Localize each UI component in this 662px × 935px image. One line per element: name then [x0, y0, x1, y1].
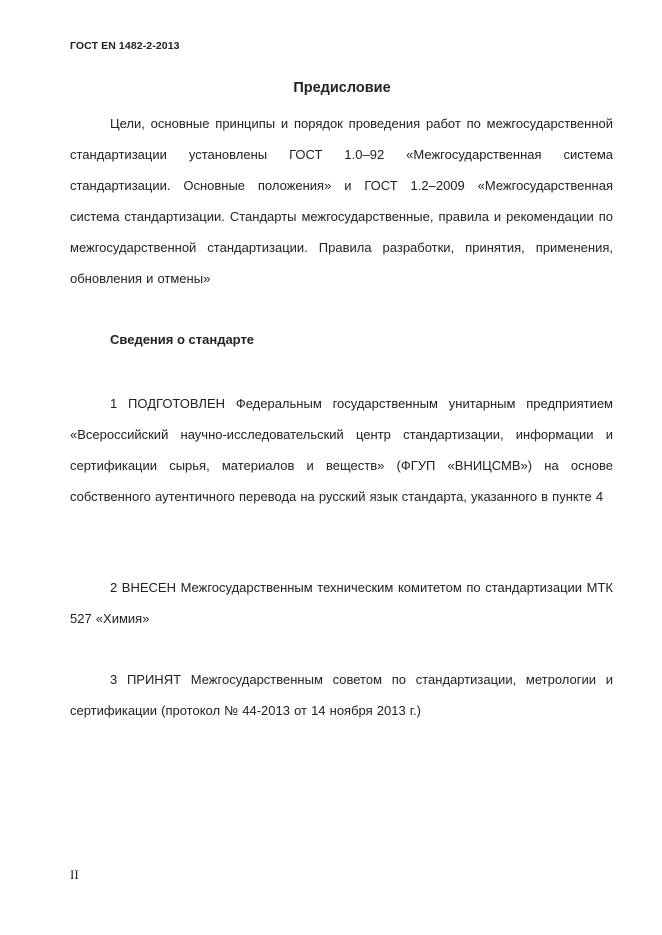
info-item-adopted: 3 ПРИНЯТ Межгосударственным советом по стандартизации, метрологии и сертификации (протокол № 44-2013 от 14 ноября 2013 г.): [70, 672, 613, 718]
section-heading: Сведения о стандарте: [110, 332, 255, 347]
info-item-prepared: 1 ПОДГОТОВЛЕН Федеральным государственным унитарным предприятием «Всероссийский научно-исследовательский центр стандартизации, информации и сертификации сырья, материалов и веществ» (ФГУП «ВНИЦСМВ») на основе собственного аутентичного перевода на русский язык стандарта, указанного в пункте 4: [70, 396, 613, 504]
page-title: Предисловие: [293, 80, 391, 96]
document-code-header: ГОСТ EN 1482-2-2013: [70, 40, 180, 52]
intro-paragraph: Цели, основные принципы и порядок проведения работ по межгосударственной стандартизации установлены ГОСТ 1.0–92 «Межгосударственная система стандартизации. Основные положения» и ГОСТ 1.2–2009 «Межгосударственная система стандартизации. Стандарты межгосударственные, правила и рекомендации по межгосударственной стандартизации. Правила разработки, принятия, применения, обновления и отмены»: [70, 116, 613, 286]
info-item-introduced: 2 ВНЕСЕН Межгосударственным техническим комитетом по стандартизации МТК 527 «Химия»: [70, 580, 613, 626]
page-number: II: [70, 867, 79, 882]
